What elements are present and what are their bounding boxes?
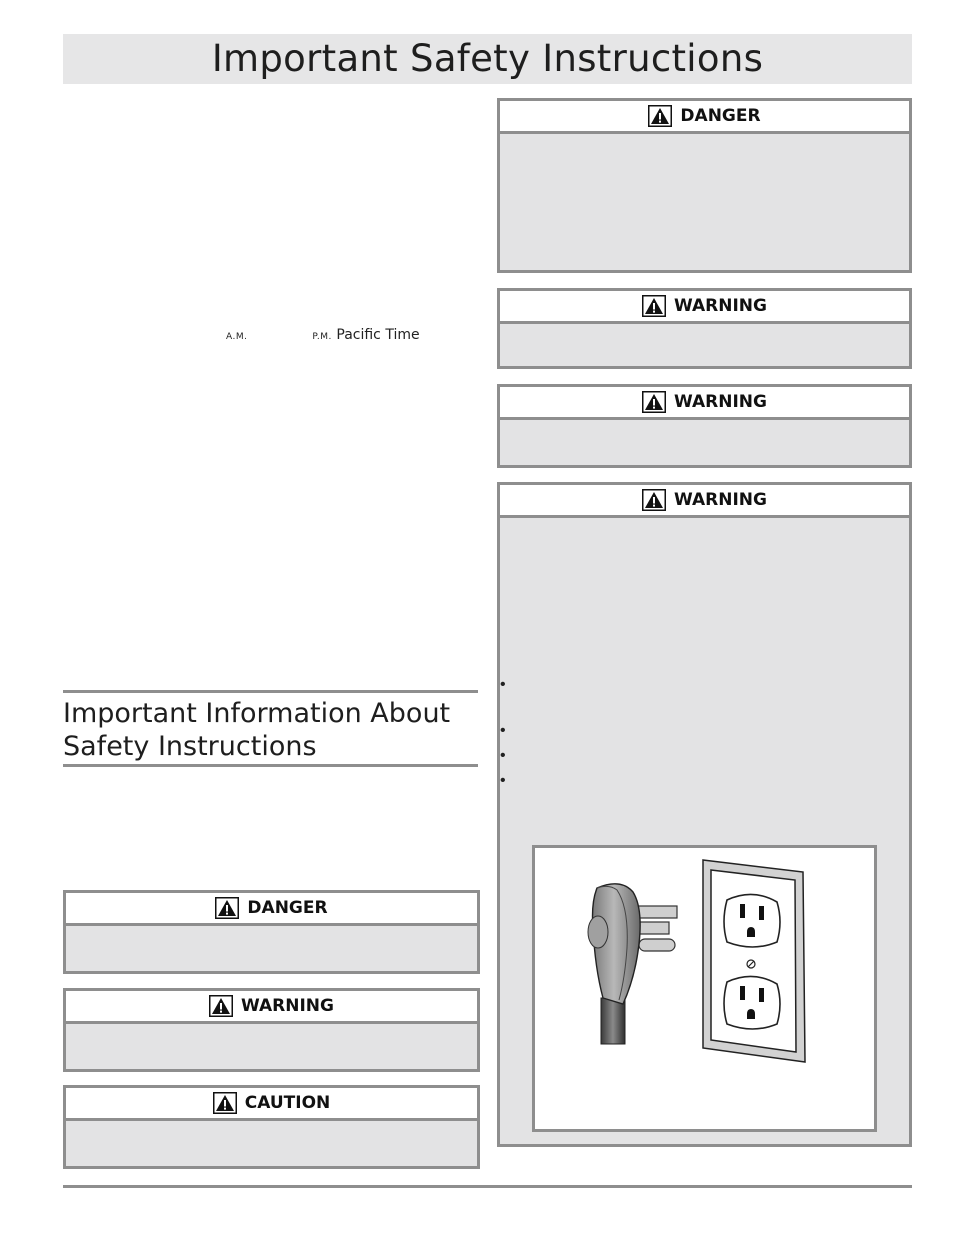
warning-box-1 [497, 288, 912, 369]
timezone-label: Pacific Time [336, 327, 420, 343]
warning-header-3 [500, 485, 909, 518]
warning-box-2 [497, 384, 912, 468]
safety-info-heading [63, 690, 478, 767]
list-item: • [500, 747, 506, 764]
warning-header-1 [500, 291, 909, 324]
heading-line-1: Important Information About [63, 698, 451, 729]
warning-label-1: WARNING [674, 296, 767, 316]
footer-divider [63, 1185, 912, 1188]
am-label: A.M. [226, 332, 248, 342]
warning-label-3: WARNING [674, 490, 767, 510]
service-hours [226, 327, 420, 343]
list-item: • [500, 722, 506, 739]
caution-box-left [63, 1085, 480, 1169]
warning-triangle-icon [642, 489, 666, 511]
danger-box-right [497, 98, 912, 273]
warning-label-2: WARNING [674, 392, 767, 412]
grounded-plug-outlet-image [535, 848, 874, 1129]
list-item: • [500, 772, 506, 789]
section-heading-text [63, 693, 478, 763]
warning-header-left [66, 991, 477, 1024]
pm-label: P.M. [312, 332, 332, 342]
warning-label-left: WARNING [241, 996, 334, 1016]
danger-label: DANGER [680, 106, 761, 126]
title-bar [63, 34, 912, 84]
page-title: Important Safety Instructions [211, 37, 764, 80]
warning-triangle-icon [215, 897, 239, 919]
danger-label-left: DANGER [247, 898, 328, 918]
warning-triangle-icon [213, 1092, 237, 1114]
list-item: • [500, 676, 506, 693]
warning-triangle-icon [642, 391, 666, 413]
heading-line-2: Safety Instructions [63, 731, 317, 762]
warning-box-left [63, 988, 480, 1072]
warning-triangle-icon [209, 995, 233, 1017]
warning-header-2 [500, 387, 909, 420]
plug-outlet-illustration [532, 845, 877, 1132]
warning-triangle-icon [642, 295, 666, 317]
warning-triangle-icon [648, 105, 672, 127]
caution-header-left [66, 1088, 477, 1121]
danger-box-left [63, 890, 480, 974]
danger-header [500, 101, 909, 134]
danger-header-left [66, 893, 477, 926]
caution-label-left: CAUTION [244, 1093, 331, 1113]
